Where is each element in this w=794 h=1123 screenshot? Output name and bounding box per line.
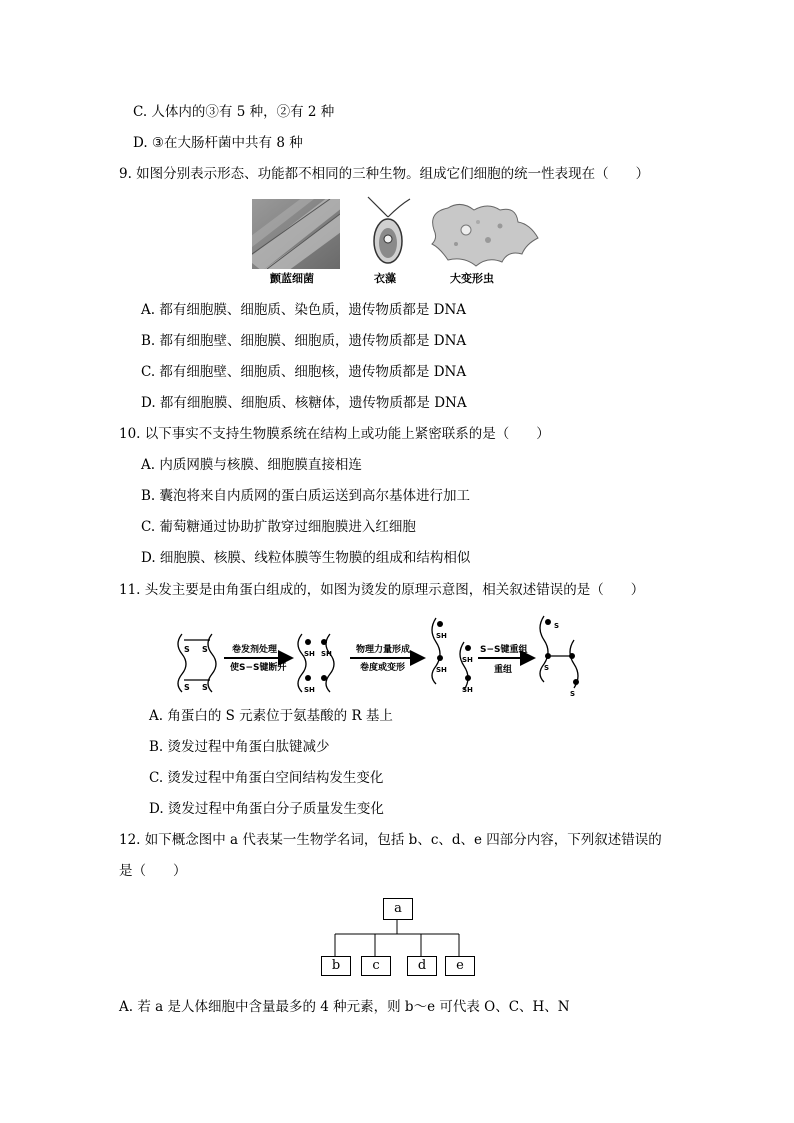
- sh-label: SH: [462, 686, 473, 694]
- step2-bottom-label: 卷度或变形: [360, 663, 406, 673]
- s-label: S: [554, 622, 560, 630]
- stage1-strands: [178, 634, 216, 692]
- q9-option-b: B. 都有细胞壁、细胞膜、细胞质，遗传物质都是 DNA: [141, 333, 467, 349]
- amoeba-label: 大变形虫: [450, 272, 494, 285]
- concept-node-d: d: [407, 956, 437, 976]
- q8-option-c: C. 人体内的③有 5 种，②有 2 种: [133, 104, 335, 120]
- sh-label: SH: [304, 686, 315, 694]
- q12-stem-line2: 是（ ）: [119, 863, 187, 879]
- q10-option-d: D. 细胞膜、核膜、线粒体膜等生物膜的组成和结构相似: [141, 550, 471, 566]
- s-label: S: [184, 645, 190, 654]
- stage3-strands: [432, 618, 473, 694]
- concept-map: [320, 896, 480, 976]
- q12-stem-line1: 12. 如下概念图中 a 代表某一生物学名词，包括 b、c、d、e 四部分内容，下列叙述错误的: [119, 832, 662, 848]
- q8-option-d: D. ③在大肠杆菌中共有 8 种: [133, 135, 303, 151]
- q9-option-d: D. 都有细胞膜、细胞质、核糖体，遗传物质都是 DNA: [141, 395, 467, 411]
- s-label: S: [544, 664, 550, 672]
- q11-option-b: B. 烫发过程中角蛋白肽键减少: [149, 739, 330, 755]
- chlamydomonas-image: [358, 195, 418, 270]
- q10-option-a: A. 内质网膜与核膜、细胞膜直接相连: [141, 457, 362, 473]
- stage2-strands: [298, 634, 334, 694]
- chlamydomonas-label: 衣藻: [374, 272, 396, 285]
- sh-label: SH: [436, 666, 447, 674]
- cyanobacteria-label: 颤蓝细菌: [270, 272, 314, 285]
- s-label: S: [570, 690, 576, 698]
- q11-stem: 11. 头发主要是由角蛋白组成的，如图为烫发的原理示意图，相关叙述错误的是（ ）: [119, 582, 645, 598]
- q9-stem: 9. 如图分别表示形态、功能都不相同的三种生物。组成它们细胞的统一性表现在（ ）: [119, 166, 650, 182]
- step1-bottom-label: 使S−S键断开: [230, 663, 287, 673]
- sh-label: SH: [304, 650, 315, 658]
- concept-node-a: a: [383, 898, 413, 920]
- sh-label: SH: [436, 632, 447, 640]
- concept-node-e: e: [445, 956, 475, 976]
- q10-option-c: C. 葡萄糖通过协助扩散穿过细胞膜进入红细胞: [141, 519, 416, 535]
- q10-option-b: B. 囊泡将来自内质网的蛋白质运送到高尔基体进行加工: [141, 488, 471, 504]
- amoeba-image: [426, 200, 544, 270]
- q11-option-d: D. 烫发过程中角蛋白分子质量发生变化: [149, 801, 384, 817]
- q10-stem: 10. 以下事实不支持生物膜系统在结构上或功能上紧密联系的是（ ）: [119, 426, 550, 442]
- stage4-strands: [540, 616, 579, 698]
- q9-figure: [250, 195, 550, 285]
- sh-label: SH: [462, 656, 473, 664]
- step3-top-label: S−S键重组: [480, 645, 528, 655]
- q12-option-a: A. 若 a 是人体细胞中含量最多的 4 种元素，则 b～e 可代表 O、C、H、N: [119, 999, 570, 1015]
- q9-option-a: A. 都有细胞膜、细胞质、染色质，遗传物质都是 DNA: [141, 302, 467, 318]
- q9-option-c: C. 都有细胞壁、细胞质、细胞核，遗传物质都是 DNA: [141, 364, 467, 380]
- concept-node-c: c: [361, 956, 391, 976]
- s-label: S: [184, 683, 190, 692]
- cyanobacteria-image: [252, 199, 340, 269]
- sh-label: SH: [321, 650, 332, 658]
- step1-top-label: 卷发剂处理: [232, 645, 278, 655]
- step3-bottom-label: 重组: [494, 665, 513, 675]
- s-label: S: [202, 645, 208, 654]
- s-label: S: [202, 683, 208, 692]
- q11-option-c: C. 烫发过程中角蛋白空间结构发生变化: [149, 770, 384, 786]
- q11-option-a: A. 角蛋白的 S 元素位于氨基酸的 R 基上: [149, 708, 393, 724]
- concept-node-b: b: [321, 956, 351, 976]
- perm-diagram: [172, 612, 592, 698]
- step2-top-label: 物理力量形成: [356, 645, 411, 655]
